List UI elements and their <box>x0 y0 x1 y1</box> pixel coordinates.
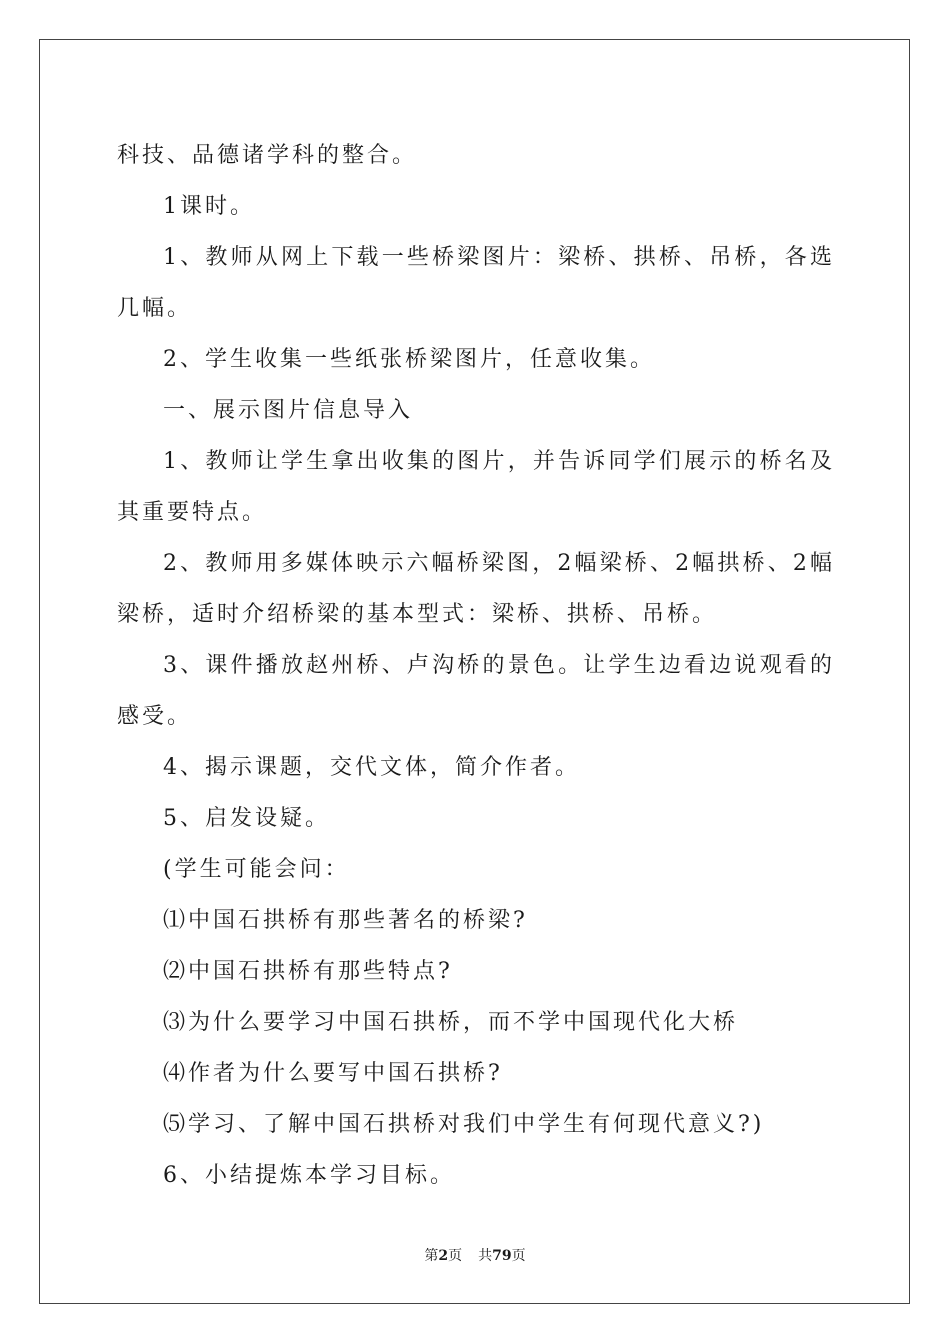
paragraph-3: 1、教师从网上下载一些桥梁图片：梁桥、拱桥、吊桥，各选几幅。 <box>117 245 835 321</box>
paragraph-11: (学生可能会问： <box>163 857 350 882</box>
paragraph-6: 1、教师让学生拿出收集的图片，并告诉同学们展示的桥名及其重要特点。 <box>117 449 835 525</box>
paragraph-8: 3、课件播放赵州桥、卢沟桥的景色。让学生边看边说观看的感受。 <box>117 653 835 729</box>
section-heading: 一、展示图片信息导入 <box>163 398 414 423</box>
paragraph-10: 5、启发设疑。 <box>163 806 330 831</box>
paragraph-7: 2、教师用多媒体映示六幅桥梁图，2幅梁桥、2幅拱桥、2幅梁桥，适时介绍桥梁的基本型式：梁桥、拱桥、吊桥。 <box>117 551 835 627</box>
question-5: ⑸学习、了解中国石拱桥对我们中学生有何现代意义?) <box>163 1112 765 1137</box>
question-3: ⑶为什么要学习中国石拱桥，而不学中国现代化大桥 <box>163 1010 739 1035</box>
document-body <box>117 130 835 1201</box>
question-4: ⑷作者为什么要写中国石拱桥? <box>163 1061 503 1086</box>
page-suffix: 页 <box>448 1248 463 1264</box>
paragraph-2: 1课时。 <box>163 194 255 219</box>
page-prefix: 第 <box>424 1248 439 1264</box>
page-footer <box>0 1245 950 1265</box>
page-number: 2 <box>438 1248 449 1264</box>
question-2: ⑵中国石拱桥有那些特点? <box>163 959 453 984</box>
total-prefix: 共 <box>478 1248 493 1264</box>
paragraph-4: 2、学生收集一些纸张桥梁图片，任意收集。 <box>163 347 655 372</box>
question-1: ⑴中国石拱桥有那些著名的桥梁? <box>163 908 528 933</box>
paragraph-9: 4、揭示课题，交代文体，简介作者。 <box>163 755 580 780</box>
paragraph-17: 6、小结提炼本学习目标。 <box>163 1163 455 1188</box>
total-pages: 79 <box>492 1248 512 1264</box>
total-suffix: 页 <box>511 1248 526 1264</box>
paragraph-1: 科技、品德诸学科的整合。 <box>117 143 418 168</box>
